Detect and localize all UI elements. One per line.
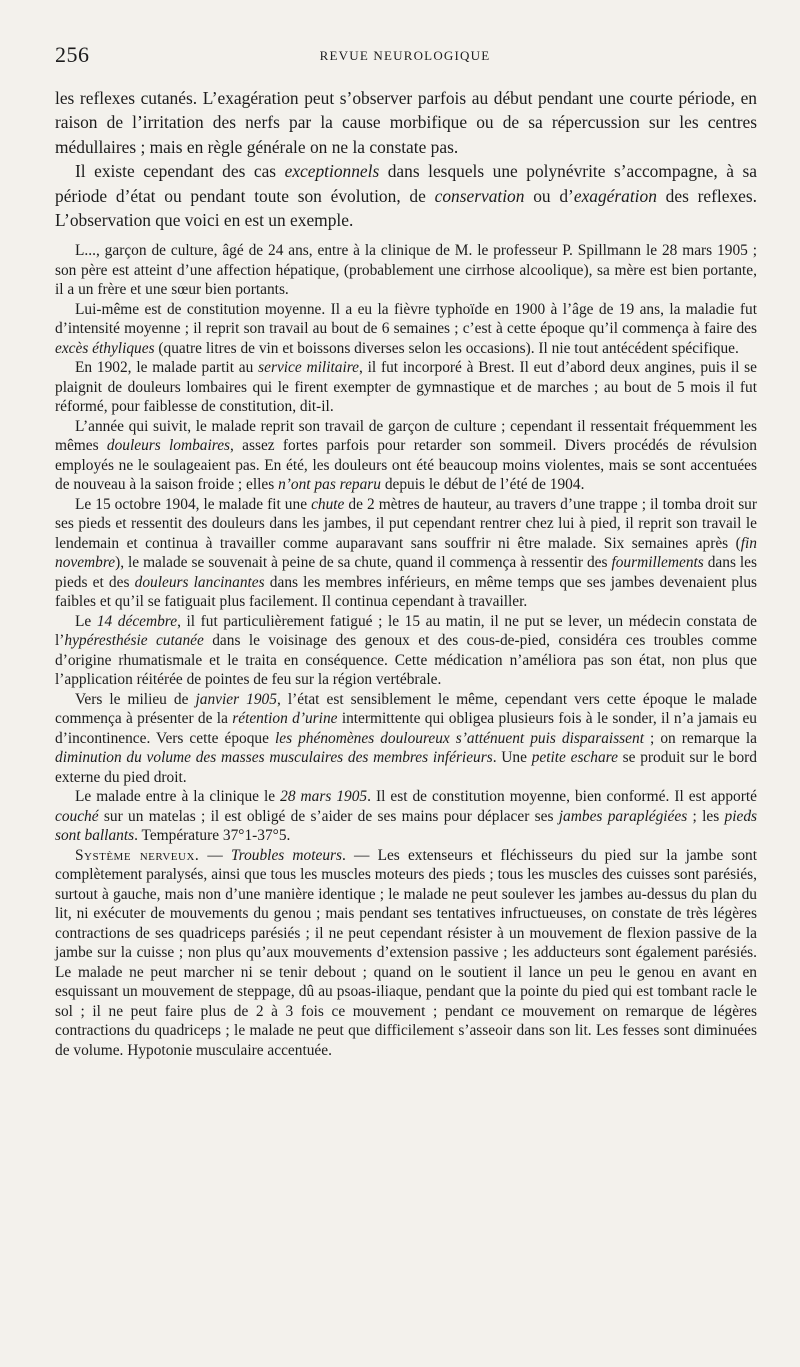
text-run: L’année qui suivit, le malade reprit son travail de garçon de culture ; cependant il ressentait fréquemment les mêmes	[55, 417, 757, 455]
italic-run: douleurs lancinantes	[134, 573, 265, 591]
text-run: dans les membres inférieurs, en même temps que ses jambes devenaient plus faibles et qu’il se fatiguait plus facilement. Il continua cependant à travailler.	[55, 573, 758, 611]
page-number: 256	[55, 42, 90, 67]
text-run: , l’état est sensiblement le même, cependant vers cette époque le malade commença à présenter de la	[55, 690, 758, 728]
italic-run: 14 décembre	[96, 612, 178, 630]
italic-run: diminution du volume des masses musculaires des membres inférieurs	[55, 749, 493, 767]
italic-run: 28 mars 1905	[280, 788, 368, 806]
text-run: ; on remarque la	[643, 729, 757, 747]
italic-run: les phénomènes douloureux s’atténuent puis disparaissent	[274, 729, 644, 747]
italic-run: service militaire	[258, 359, 359, 377]
italic-run: fourmillements	[611, 554, 704, 572]
italic-run: chute	[311, 495, 345, 513]
italic-run: rétention d’urine	[232, 710, 338, 728]
italic-run: conservation	[434, 185, 525, 206]
lead-paragraph	[55, 159, 757, 232]
italic-run: douleurs lombaires	[106, 437, 231, 455]
text-run: , il fut incorporé à Brest. Il eut d’abord deux angines, puis il se plaignit de douleurs lombaires qui le firent exempter de gymnastique et de marches ; au bout de 5 mois il fut réformé, pour faiblesse de constitution, dit-il.	[55, 359, 757, 416]
text-run: des reflexes. L’observation que voici en est un exemple.	[55, 185, 757, 231]
text-run: . Il est de constitution moyenne, bien conformé. Il est apporté	[367, 788, 757, 806]
text-run: . — Les extenseurs et fléchisseurs du pied sur la jambe sont complètement paralysés, ainsi que tous les muscles moteurs des pieds ; tous les muscles des cuisses sont parésiés, surtout à gauche, mais non d’une manière identique ; le malade ne peut soulever les jambes au-dessus du plan du lit, ni exécuter de mouvements du genou ; mais pendant ses tentatives infructueuses, on constate de très légères contractions de ses quadriceps parésiés ; il ne peut cependant résister à un mouvement de flexion passive de la jambe sur la cuisse ; non plus qu’aux mouvements d’extension passive ; les adducteurs sont également parésiés. Le malade ne peut marcher ni se tenir debout ; quand on le soutient il lance un peu le genou en avant en esquissant un mouvement de steppage, dû au psoas-iliaque, pendant que la pointe du pied qui est tombant racle le sol ; il ne peut faire plus de 2 à 3 fois ce mouvement ; pendant ce mouvement on remarque de légères contractions du quadriceps ; le malade ne peut que difficilement s’asseoir dans son lit. Les fesses sont diminuées de volume. Hypotonie musculaire accentuée.	[55, 846, 757, 1059]
observation-paragraph	[55, 300, 757, 359]
page-body	[55, 86, 757, 1060]
text-run: Le 15 octobre 1904, le malade fit une	[75, 495, 312, 513]
italic-run: hypéresthésie cutanée	[64, 632, 204, 650]
text-run: ou d’	[524, 185, 574, 206]
observation-paragraph	[55, 417, 757, 495]
text-run: , assez fortes parfois pour retarder son sommeil. Divers procédés de révulsion employés ne le soulageaient pas. En été, les douleurs ont été beaucoup moins violentes, mais se sont accentuées de nouveau à la saison froide ; elles	[55, 437, 757, 494]
text-run: . Température 37°1-37°5.	[134, 827, 291, 845]
italic-run: exceptionnels	[284, 161, 380, 182]
text-run: . Une	[492, 749, 532, 767]
text-run: ; les	[687, 807, 725, 825]
observation-paragraph	[55, 358, 757, 417]
italic-run: Troubles moteurs	[230, 846, 343, 864]
observation-paragraph	[55, 787, 757, 846]
text-run: —	[199, 846, 231, 864]
italic-run: jambes paraplégiées	[558, 807, 688, 825]
text-run: L..., garçon de culture, âgé de 24 ans, entre à la clinique de M. le professeur P. Spillmann le 28 mars 1905 ; son père est atteint d’une affection hépatique, (probablement une cirrhose alcoolique), sa mère est bien portante, il a un frère et une sœur bien portants.	[55, 242, 757, 299]
text-run: depuis le début de l’été de 1904.	[380, 476, 585, 494]
text-run: Il existe cependant des cas	[75, 161, 285, 182]
text-run: dans le voisinage des genoux et des cous-de-pied, considéra ces troubles comme d’origine rhumatismale et le traita en conséquence. Cette médication n’améliora pas son état, non plus que l’application réitérée de pointes de feu sur la région vertébrale.	[55, 632, 757, 689]
italic-run: fin novembre	[55, 534, 757, 572]
lead-text	[55, 86, 757, 232]
observation-paragraph	[55, 690, 757, 788]
text-run: dans lesquels une polynévrite s’accompagne, à sa période d’état ou pendant toute son évolution, de	[55, 161, 757, 206]
text-run: En 1902, le malade partit au	[75, 359, 259, 377]
text-run: sur un matelas ; il est obligé de s’aider de ses mains pour déplacer ses	[98, 807, 559, 825]
text-run: ), le malade se souvenait à peine de sa chute, quand il commença à ressentir des	[115, 554, 612, 572]
italic-run: petite eschare	[531, 749, 618, 767]
text-run: Le malade entre à la clinique le	[75, 788, 281, 806]
lead-paragraph	[55, 86, 757, 159]
observation-paragraph	[55, 241, 757, 300]
text-run: se produit sur le bord externe du pied droit.	[55, 749, 757, 786]
observation-paragraph	[55, 495, 757, 612]
text-run: (quatre litres de vin et boissons diverses selon les occasions). Il nie tout antécédent spécifique.	[154, 339, 739, 357]
text-run: Lui-même est de constitution moyenne. Il a eu la fièvre typhoïde en 1900 à l’âge de 19 ans, la maladie fut d’intensité moyenne ; il reprit son travail au bout de 6 semaines ; c’est à cette époque qu’il commença à faire des	[55, 300, 757, 338]
observation-paragraph	[55, 612, 757, 690]
text-run: , il fut particulièrement fatigué ; le 15 au matin, il ne put se lever, un médecin constata de l’	[55, 612, 757, 650]
italic-run: couché	[55, 807, 99, 825]
text-run: de 2 mètres de hauteur, au travers d’une trappe ; il tomba droit sur ses pieds et ressentit des douleurs dans les jambes, il put cependant rentrer chez lui à pied, il reprit son travail le lendemain et continua à travailler comme auparavant sans souffrir ni être malade. Six semaines après (	[55, 495, 758, 552]
text-run: Vers le milieu de	[75, 690, 196, 708]
italic-run: excès éthyliques	[55, 339, 155, 357]
italic-run: janvier 1905	[195, 690, 277, 708]
observation-text	[55, 241, 757, 1060]
observation-paragraph	[55, 846, 757, 1061]
running-title: REVUE NEUROLOGIQUE	[319, 48, 491, 63]
italic-run: exagération	[573, 185, 657, 206]
text-run: Le	[75, 612, 97, 630]
page-header	[55, 42, 755, 72]
text-run: les reflexes cutanés. L’exagération peut s’observer parfois au début pendant une courte période, en raison de l’irritation des nerfs par la cause morbifique ou de sa répercussion sur les centres médullaires ; mais en règle générale on ne la constate pas.	[55, 88, 757, 157]
small-caps-run: Système nerveux.	[75, 846, 200, 864]
text-run: dans les pieds et des	[55, 554, 757, 591]
text-run: intermittente qui obligea plusieurs fois à le sonder, il n’a jamais eu d’incontinence. Vers cette époque	[55, 710, 757, 747]
italic-run: pieds sont ballants	[55, 807, 758, 845]
italic-run: n’ont pas reparu	[278, 476, 381, 494]
